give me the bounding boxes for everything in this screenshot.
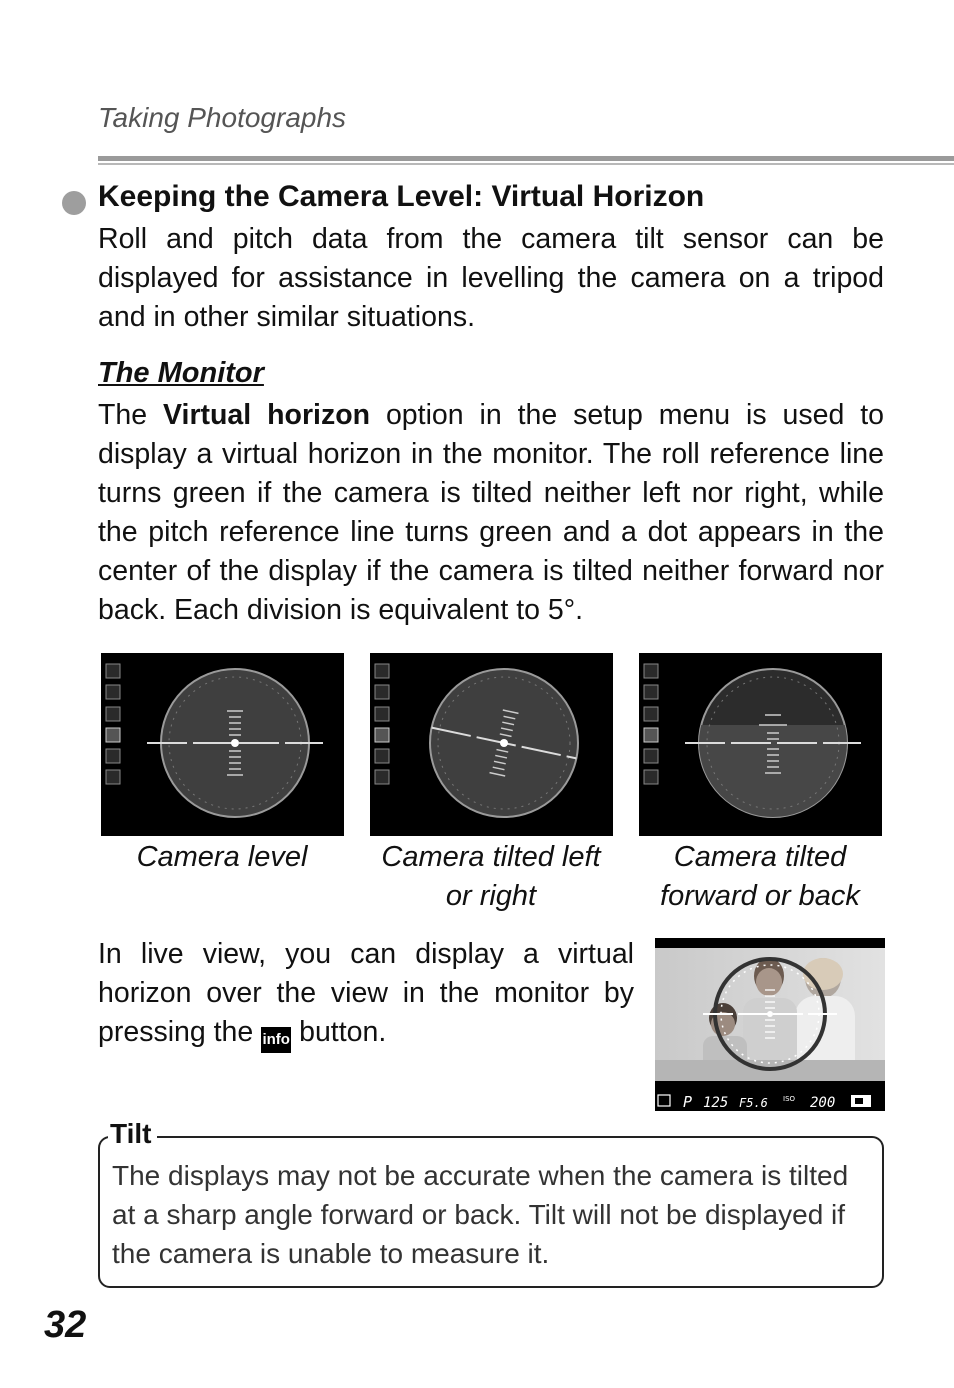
page-header: Taking Photographs (98, 102, 347, 133)
live-view-paragraph: In live view, you can display a virtual horizon over the view in the monitor by pressing the info button. (98, 935, 634, 1053)
bullet-icon (62, 191, 86, 215)
level-dot (231, 739, 239, 747)
monitor-text-start: The (98, 399, 164, 431)
level-dot (500, 739, 508, 747)
monitor-text-end: option in the setup menu is used to display a virtual horizon in the monitor. The roll reference line turns green if the camera is tilted neither left nor right, while the pitch reference line turns green and a dot appears in the center of the display if the camera is tilted neither forward nor back. Each division is equivalent to 5°. (98, 399, 884, 626)
screen-camera-level (101, 653, 344, 836)
monitor-heading: The Monitor (98, 357, 264, 389)
header-rule (98, 156, 954, 161)
monitor-paragraph (98, 396, 884, 630)
menu-icons (375, 664, 389, 784)
virtual-horizon-option: Virtual horizon (163, 399, 371, 431)
shutter-readout: 125 (703, 1095, 729, 1111)
live-view-screen (655, 938, 885, 1111)
aperture-readout: F5.6 (739, 1096, 768, 1110)
tilt-note-text: The displays may not be accurate when the camera is tilted at a sharp angle forward or back. Tilt will not be displayed if the camera is unable to measure it. (112, 1160, 849, 1269)
header-rule-thin (98, 163, 954, 165)
menu-icons (644, 664, 658, 784)
page-number: 32 (44, 1304, 87, 1346)
screen-tilted-forward-back (639, 653, 882, 836)
caption-tilted-forward-back: Camera tilted forward or back (660, 841, 860, 912)
screen-tilted-left-right (370, 653, 613, 836)
caption-tilted-left-right: Camera tilted left or right (381, 841, 601, 912)
section-title: Keeping the Camera Level: Virtual Horizon (98, 180, 705, 213)
iso-label: ISO (783, 1095, 796, 1103)
intro-paragraph: Roll and pitch data from the camera tilt sensor can be displayed for assistance in levelling the camera on a tripod and in other similar situations. (98, 223, 884, 333)
iso-readout: 200 (810, 1095, 836, 1111)
tilt-note-title: Tilt (108, 1118, 157, 1150)
menu-icons (106, 664, 120, 784)
mode-readout: P (683, 1093, 693, 1111)
caption-camera-level: Camera level (136, 841, 308, 873)
level-dot (767, 1011, 773, 1017)
info-button-icon: info (261, 1027, 291, 1053)
